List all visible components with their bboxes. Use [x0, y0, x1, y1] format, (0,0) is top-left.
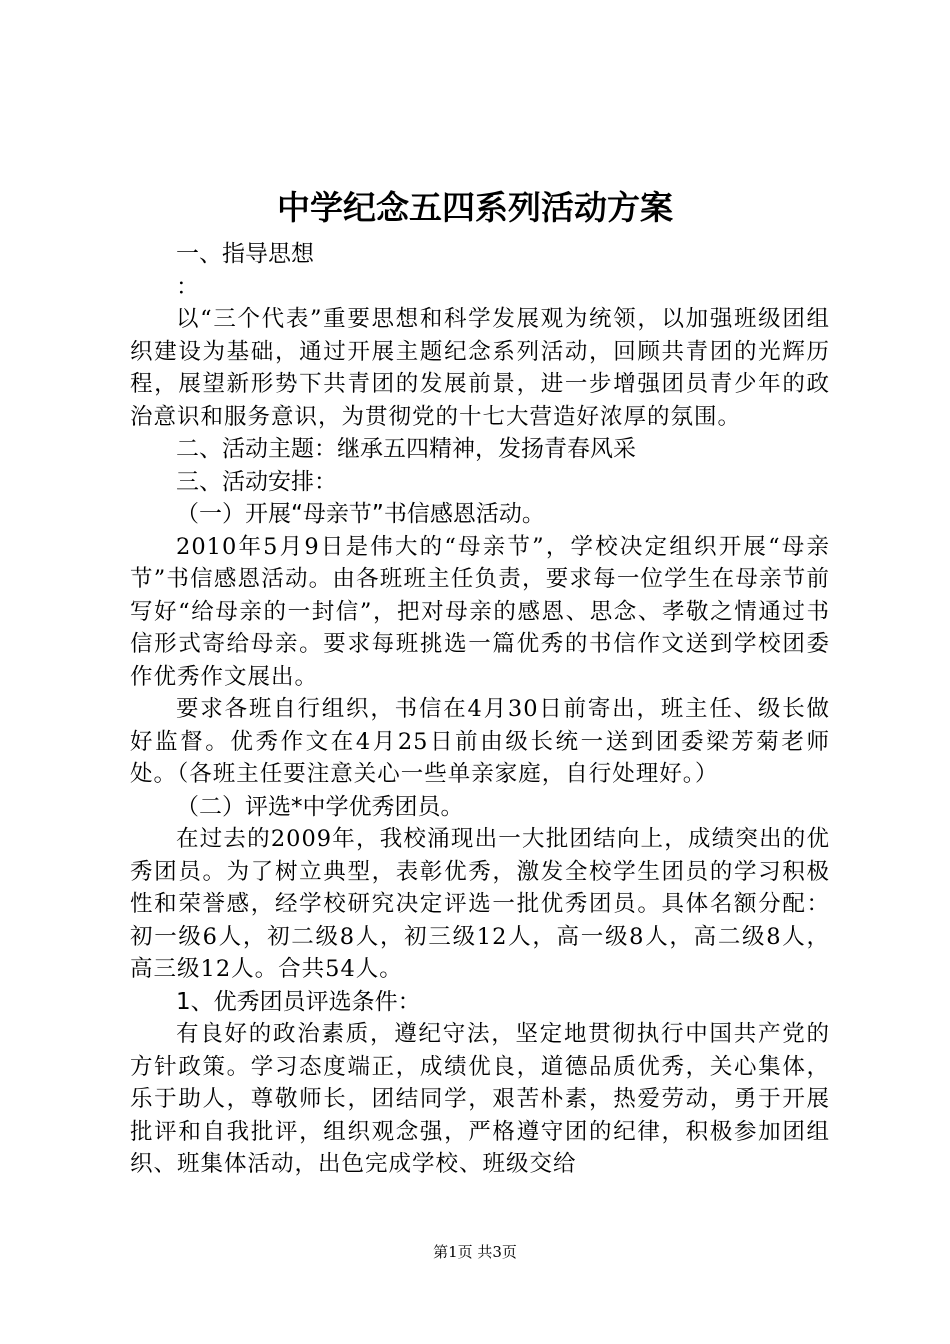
subsection-heading-mothers-day: （一）开展“母亲节”书信感恩活动。: [176, 501, 545, 527]
subsection-heading-outstanding-members: （二）评选*中学优秀团员。: [176, 793, 464, 820]
section-heading-activity-theme: 二、活动主题：继承五四精神，发扬青春风采: [176, 436, 636, 462]
paragraph-mothers-day-requirements: 要求各班自行组织，书信在4月30日前寄出，班主任、级长做好监督。优秀作文在4月25日前由级长统一送到团委梁芳菊老师处。（各班主任要注意关心一些单亲家庭，自行处理好。）: [130, 696, 830, 787]
section-heading-activity-arrangement: 三、活动安排：: [176, 468, 337, 495]
stray-colon: ：: [176, 273, 199, 300]
paragraph-outstanding-members-intro: 在过去的2009年，我校涌现出一大批团结向上，成绩突出的优秀团员。为了树立典型，表彰优秀，激发全校学生团员的学习积极性和荣誉感，经学校研究决定评选一批优秀团员。具体名额分配：初一级6人，初二级8人，初三级12人，高一级8人，高二级8人，高三级12人。合共54人。: [130, 826, 830, 982]
document-body: [130, 238, 830, 1181]
subsection-heading-selection-criteria: 1、优秀团员评选条件：: [176, 988, 421, 1015]
paragraph-selection-criteria: 有良好的政治素质，遵纪守法，坚定地贯彻执行中国共产党的方针政策。学习态度端正，成绩优良，道德品质优秀，关心集体，乐于助人，尊敬师长，团结同学，艰苦朴素，热爱劳动，勇于开展批评和自我批评，组织观念强，严格遵守团的纪律，积极参加团组织、班集体活动，出色完成学校、班级交给: [130, 1021, 830, 1177]
paragraph-guiding-ideology: 以“三个代表”重要思想和科学发展观为统领，以加强班级团组织建设为基础，通过开展主题纪念系列活动，回顾共青团的光辉历程，展望新形势下共青团的发展前景，进一步增强团员青少年的政治意识和服务意识，为贯彻党的十七大营造好浓厚的氛围。: [130, 306, 830, 430]
document-title: 中学纪念五四系列活动方案: [277, 188, 673, 227]
paragraph-mothers-day-intro: 2010年5月9日是伟大的“母亲节”，学校决定组织开展“母亲节”书信感恩活动。由各班班主任负责，要求每一位学生在母亲节前写好“给母亲的一封信”，把对母亲的感恩、思念、孝敬之情通过书信形式寄给母亲。要求每班挑选一篇优秀的书信作文送到学校团委作优秀作文展出。: [130, 533, 830, 690]
page-footer: 第1页 共3页: [433, 1243, 517, 1261]
section-heading-guiding-ideology: 一、指导思想: [176, 241, 314, 267]
